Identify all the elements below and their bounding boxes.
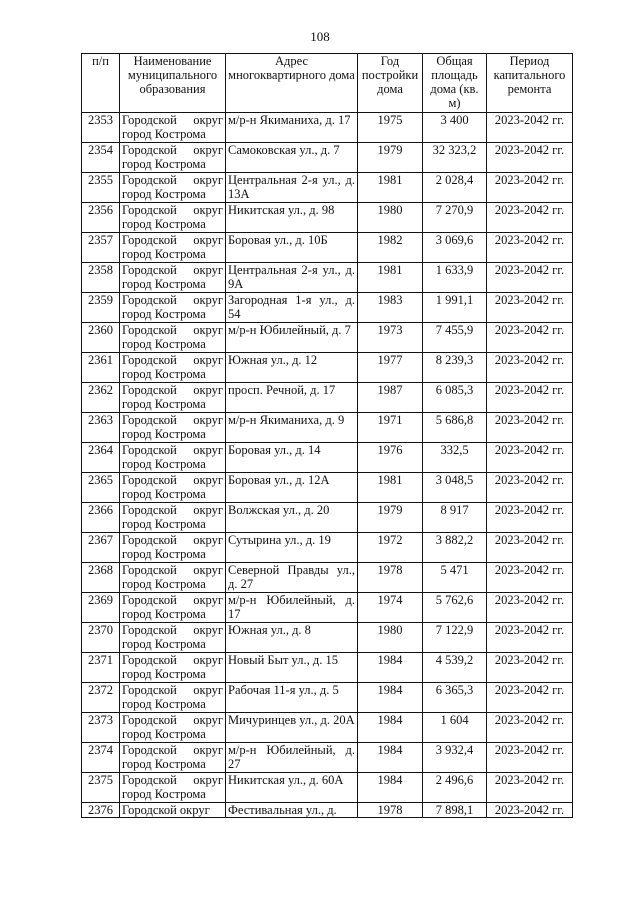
table-row [82, 443, 573, 473]
repair-period-cell: 2023-2042 гг. [487, 743, 573, 773]
table-row [82, 473, 573, 503]
address-cell: Мичуринцев ул., д. 20А [226, 713, 358, 743]
table-row [82, 203, 573, 233]
row-number-cell: 2360 [82, 323, 120, 353]
row-number-cell: 2367 [82, 533, 120, 563]
row-number-cell: 2375 [82, 773, 120, 803]
row-number-cell: 2357 [82, 233, 120, 263]
table-row [82, 353, 573, 383]
address-cell: м/р-н Юбилейный, д. 7 [226, 323, 358, 353]
area-cell: 7 455,9 [423, 323, 487, 353]
header-area: Общая площадь дома (кв. м) [423, 54, 487, 113]
area-cell: 5 471 [423, 563, 487, 593]
municipality-cell: Городской округ город Кострома [120, 443, 226, 473]
address-cell: Никитская ул., д. 98 [226, 203, 358, 233]
address-cell: Боровая ул., д. 10Б [226, 233, 358, 263]
build-year-cell: 1979 [358, 503, 423, 533]
row-number-cell: 2366 [82, 503, 120, 533]
repair-period-cell: 2023-2042 гг. [487, 713, 573, 743]
table-row [82, 653, 573, 683]
address-cell: Никитская ул., д. 60А [226, 773, 358, 803]
row-number-cell: 2361 [82, 353, 120, 383]
address-cell: просп. Речной, д. 17 [226, 383, 358, 413]
table-row [82, 593, 573, 623]
table-row [82, 623, 573, 653]
row-number-cell: 2355 [82, 173, 120, 203]
repair-period-cell: 2023-2042 гг. [487, 173, 573, 203]
municipality-cell: Городской округ город Кострома [120, 773, 226, 803]
municipality-cell: Городской округ город Кострома [120, 263, 226, 293]
area-cell: 5 762,6 [423, 593, 487, 623]
area-cell: 4 539,2 [423, 653, 487, 683]
municipality-cell: Городской округ город Кострома [120, 233, 226, 263]
build-year-cell: 1978 [358, 563, 423, 593]
row-number-cell: 2376 [82, 803, 120, 818]
repair-period-cell: 2023-2042 гг. [487, 263, 573, 293]
municipality-cell: Городской округ город Кострома [120, 503, 226, 533]
row-number-cell: 2354 [82, 143, 120, 173]
table-body [82, 113, 573, 818]
build-year-cell: 1982 [358, 233, 423, 263]
table-row [82, 503, 573, 533]
repair-period-cell: 2023-2042 гг. [487, 803, 573, 818]
area-cell: 3 048,5 [423, 473, 487, 503]
area-cell: 8 917 [423, 503, 487, 533]
address-cell: Северной Правды ул., д. 27 [226, 563, 358, 593]
build-year-cell: 1977 [358, 353, 423, 383]
repair-period-cell: 2023-2042 гг. [487, 293, 573, 323]
repair-period-cell: 2023-2042 гг. [487, 473, 573, 503]
repair-period-cell: 2023-2042 гг. [487, 623, 573, 653]
area-cell: 1 633,9 [423, 263, 487, 293]
area-cell: 2 496,6 [423, 773, 487, 803]
address-cell: Боровая ул., д. 14 [226, 443, 358, 473]
area-cell: 7 122,9 [423, 623, 487, 653]
build-year-cell: 1980 [358, 623, 423, 653]
area-cell: 3 882,2 [423, 533, 487, 563]
row-number-cell: 2353 [82, 113, 120, 143]
repair-period-cell: 2023-2042 гг. [487, 503, 573, 533]
repair-period-cell: 2023-2042 гг. [487, 443, 573, 473]
repair-period-cell: 2023-2042 гг. [487, 533, 573, 563]
area-cell: 2 028,4 [423, 173, 487, 203]
repair-period-cell: 2023-2042 гг. [487, 683, 573, 713]
build-year-cell: 1984 [358, 743, 423, 773]
row-number-cell: 2373 [82, 713, 120, 743]
address-cell: Боровая ул., д. 12А [226, 473, 358, 503]
repair-period-cell: 2023-2042 гг. [487, 593, 573, 623]
build-year-cell: 1981 [358, 263, 423, 293]
area-cell: 6 085,3 [423, 383, 487, 413]
row-number-cell: 2371 [82, 653, 120, 683]
municipality-cell: Городской округ город Кострома [120, 323, 226, 353]
repair-period-cell: 2023-2042 гг. [487, 113, 573, 143]
table-row [82, 383, 573, 413]
address-cell: м/р-н Юбилейный, д. 17 [226, 593, 358, 623]
table-row [82, 323, 573, 353]
build-year-cell: 1979 [358, 143, 423, 173]
housing-table [81, 53, 573, 818]
municipality-cell: Городской округ город Кострома [120, 143, 226, 173]
repair-period-cell: 2023-2042 гг. [487, 773, 573, 803]
header-address: Адрес многоквартирного дома [226, 54, 358, 113]
repair-period-cell: 2023-2042 гг. [487, 563, 573, 593]
table-row [82, 563, 573, 593]
repair-period-cell: 2023-2042 гг. [487, 233, 573, 263]
table-row [82, 173, 573, 203]
page-number: 108 [310, 29, 330, 44]
address-cell: Центральная 2-я ул., д. 9А [226, 263, 358, 293]
address-cell: Самоковская ул., д. 7 [226, 143, 358, 173]
table-row [82, 263, 573, 293]
address-cell: Сутырина ул., д. 19 [226, 533, 358, 563]
address-cell: Загородная 1-я ул., д. 54 [226, 293, 358, 323]
municipality-cell: Городской округ город Кострома [120, 743, 226, 773]
build-year-cell: 1981 [358, 473, 423, 503]
area-cell: 3 069,6 [423, 233, 487, 263]
row-number-cell: 2369 [82, 593, 120, 623]
table-row [82, 743, 573, 773]
municipality-cell: Городской округ [120, 803, 226, 818]
build-year-cell: 1972 [358, 533, 423, 563]
address-cell: Фестивальная ул., д. [226, 803, 358, 818]
table-row [82, 803, 573, 818]
row-number-cell: 2356 [82, 203, 120, 233]
row-number-cell: 2364 [82, 443, 120, 473]
build-year-cell: 1984 [358, 773, 423, 803]
address-cell: Южная ул., д. 8 [226, 623, 358, 653]
build-year-cell: 1976 [358, 443, 423, 473]
table-row [82, 233, 573, 263]
build-year-cell: 1981 [358, 173, 423, 203]
area-cell: 1 991,1 [423, 293, 487, 323]
municipality-cell: Городской округ город Кострома [120, 533, 226, 563]
table-row [82, 143, 573, 173]
municipality-cell: Городской округ город Кострома [120, 353, 226, 383]
municipality-cell: Городской округ город Кострома [120, 293, 226, 323]
municipality-cell: Городской округ город Кострома [120, 113, 226, 143]
repair-period-cell: 2023-2042 гг. [487, 203, 573, 233]
municipality-cell: Городской округ город Кострома [120, 653, 226, 683]
table-row [82, 413, 573, 443]
build-year-cell: 1978 [358, 803, 423, 818]
municipality-cell: Городской округ город Кострома [120, 473, 226, 503]
municipality-cell: Городской округ город Кострома [120, 383, 226, 413]
address-cell: Новый Быт ул., д. 15 [226, 653, 358, 683]
row-number-cell: 2362 [82, 383, 120, 413]
row-number-cell: 2358 [82, 263, 120, 293]
table-row [82, 533, 573, 563]
build-year-cell: 1984 [358, 683, 423, 713]
repair-period-cell: 2023-2042 гг. [487, 143, 573, 173]
row-number-cell: 2374 [82, 743, 120, 773]
area-cell: 7 898,1 [423, 803, 487, 818]
area-cell: 7 270,9 [423, 203, 487, 233]
municipality-cell: Городской округ город Кострома [120, 203, 226, 233]
repair-period-cell: 2023-2042 гг. [487, 353, 573, 383]
header-year: Год постройки дома [358, 54, 423, 113]
build-year-cell: 1973 [358, 323, 423, 353]
row-number-cell: 2359 [82, 293, 120, 323]
row-number-cell: 2370 [82, 623, 120, 653]
municipality-cell: Городской округ город Кострома [120, 563, 226, 593]
municipality-cell: Городской округ город Кострома [120, 623, 226, 653]
build-year-cell: 1975 [358, 113, 423, 143]
municipality-cell: Городской округ город Кострома [120, 173, 226, 203]
row-number-cell: 2365 [82, 473, 120, 503]
area-cell: 8 239,3 [423, 353, 487, 383]
header-num: п/п [82, 54, 120, 113]
build-year-cell: 1971 [358, 413, 423, 443]
area-cell: 3 932,4 [423, 743, 487, 773]
table-row [82, 293, 573, 323]
address-cell: м/р-н Якиманиха, д. 9 [226, 413, 358, 443]
row-number-cell: 2363 [82, 413, 120, 443]
address-cell: Центральная 2-я ул., д. 13А [226, 173, 358, 203]
build-year-cell: 1984 [358, 653, 423, 683]
area-cell: 5 686,8 [423, 413, 487, 443]
build-year-cell: 1987 [358, 383, 423, 413]
build-year-cell: 1984 [358, 713, 423, 743]
municipality-cell: Городской округ город Кострома [120, 413, 226, 443]
repair-period-cell: 2023-2042 гг. [487, 383, 573, 413]
address-cell: Волжская ул., д. 20 [226, 503, 358, 533]
area-cell: 1 604 [423, 713, 487, 743]
address-cell: м/р-н Юбилейный, д. 27 [226, 743, 358, 773]
row-number-cell: 2368 [82, 563, 120, 593]
table-row [82, 713, 573, 743]
build-year-cell: 1980 [358, 203, 423, 233]
table-row [82, 113, 573, 143]
table-header-row [82, 54, 573, 113]
area-cell: 6 365,3 [423, 683, 487, 713]
area-cell: 32 323,2 [423, 143, 487, 173]
row-number-cell: 2372 [82, 683, 120, 713]
header-period: Период капитального ремонта [487, 54, 573, 113]
area-cell: 332,5 [423, 443, 487, 473]
municipality-cell: Городской округ город Кострома [120, 593, 226, 623]
area-cell: 3 400 [423, 113, 487, 143]
address-cell: Рабочая 11-я ул., д. 5 [226, 683, 358, 713]
table-row [82, 773, 573, 803]
build-year-cell: 1974 [358, 593, 423, 623]
municipality-cell: Городской округ город Кострома [120, 683, 226, 713]
address-cell: м/р-н Якиманиха, д. 17 [226, 113, 358, 143]
repair-period-cell: 2023-2042 гг. [487, 413, 573, 443]
address-cell: Южная ул., д. 12 [226, 353, 358, 383]
build-year-cell: 1983 [358, 293, 423, 323]
table-row [82, 683, 573, 713]
repair-period-cell: 2023-2042 гг. [487, 653, 573, 683]
header-municipality: Наименование муниципального образования [120, 54, 226, 113]
municipality-cell: Городской округ город Кострома [120, 713, 226, 743]
repair-period-cell: 2023-2042 гг. [487, 323, 573, 353]
